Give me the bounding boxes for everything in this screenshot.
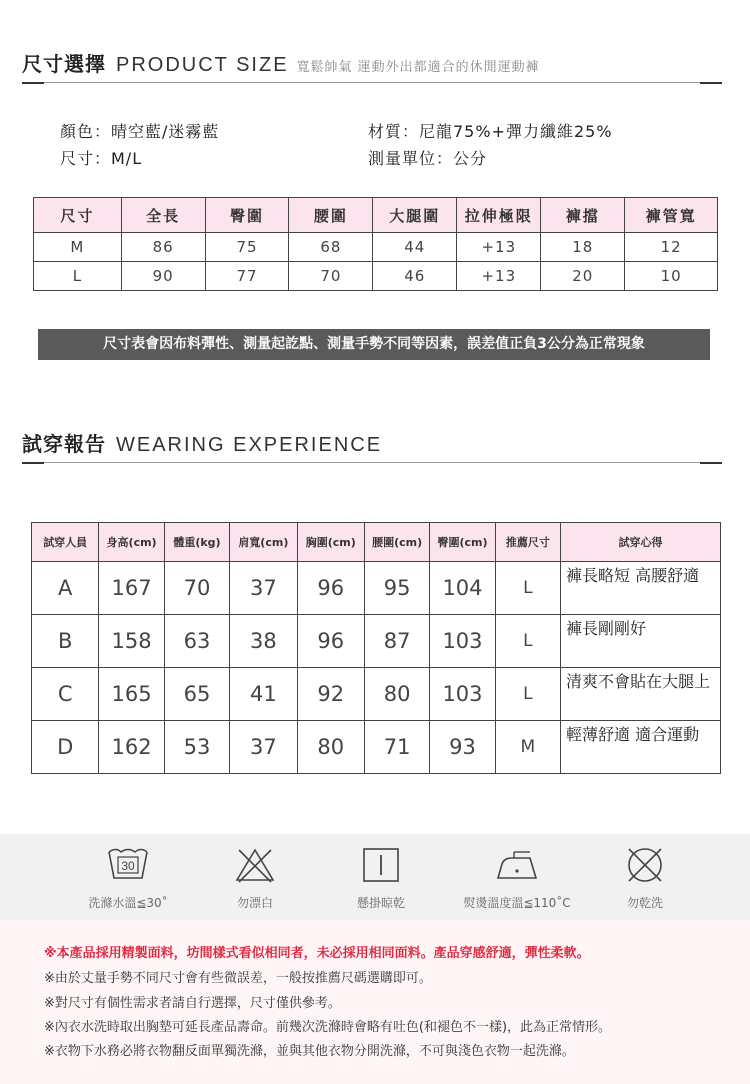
table-cell: 80 (297, 721, 364, 774)
wearing-title (22, 428, 382, 458)
note-item: ※衣物下水務必將衣物翻反面單獨洗滌，並與其他衣物分開洗滌，不可與淺色衣物一起洗滌。 (44, 1044, 575, 1059)
col-header: 大腿圍 (373, 198, 457, 233)
table-cell: 158 (99, 615, 164, 668)
note-item: ※由於丈量手勢不同尺寸會有些微誤差，一般按推薦尺碼選購即可。 (44, 971, 432, 986)
col-header: 體重(kg) (164, 523, 229, 562)
table-row (32, 615, 721, 668)
table-cell: 80 (364, 668, 429, 721)
col-header: 褲擋 (541, 198, 625, 233)
section-subtitle: 寬鬆帥氣 運動外出都適合的休閒運動褲 (296, 60, 540, 75)
care-label: 懸掛晾乾 (356, 896, 405, 910)
table-row (34, 233, 718, 262)
size-table (33, 197, 718, 291)
col-header: 試穿心得 (561, 523, 721, 562)
care-item-wash (78, 846, 178, 911)
table-cell: 38 (230, 615, 297, 668)
table-cell: 44 (373, 233, 457, 262)
divider-tick (22, 82, 44, 84)
care-label: 勿乾洗 (626, 896, 663, 910)
table-cell: L (495, 615, 560, 668)
table-cell: 41 (230, 668, 297, 721)
comment-cell: 輕薄舒適 適合運動 (561, 721, 721, 774)
divider (22, 462, 722, 463)
col-header: 全長 (121, 198, 205, 233)
col-header: 尺寸 (34, 198, 122, 233)
col-header: 試穿人員 (32, 523, 99, 562)
table-cell: 77 (205, 262, 289, 291)
table-cell: 70 (289, 262, 373, 291)
care-instructions (0, 834, 750, 920)
table-cell: 93 (430, 721, 495, 774)
table-cell: 92 (297, 668, 364, 721)
table-cell: D (32, 721, 99, 774)
col-header: 腰圍(cm) (364, 523, 429, 562)
table-cell: A (32, 562, 99, 615)
table-cell: 70 (164, 562, 229, 615)
table-cell: L (495, 562, 560, 615)
section-title-zh: 試穿報告 (22, 432, 106, 456)
table-cell: 12 (625, 233, 718, 262)
unit-info: 測量單位：公分 (368, 149, 488, 168)
section-title-en: WEARING EXPERIENCE (116, 434, 383, 456)
care-item-hang (336, 846, 426, 911)
table-cell: 75 (205, 233, 289, 262)
table-cell: 18 (541, 233, 625, 262)
col-header: 肩寬(cm) (230, 523, 297, 562)
table-cell: 103 (430, 615, 495, 668)
color-info: 顏色：晴空藍/迷霧藍 (60, 122, 220, 141)
table-cell: 46 (373, 262, 457, 291)
table-row (32, 668, 721, 721)
wearing-table (31, 522, 721, 774)
table-cell: 167 (99, 562, 164, 615)
divider (22, 82, 722, 83)
table-cell: 20 (541, 262, 625, 291)
table-cell: C (32, 668, 99, 721)
section-title-en: PRODUCT SIZE (116, 54, 289, 76)
table-cell: 37 (230, 562, 297, 615)
size-table-header (34, 198, 718, 233)
comment-cell: 清爽不會貼在大腿上 (561, 668, 721, 721)
table-cell: 10 (625, 262, 718, 291)
product-size-title (22, 48, 540, 78)
col-header: 臀圍 (205, 198, 289, 233)
table-row (32, 721, 721, 774)
size-notice-banner: 尺寸表會因布料彈性、測量起訖點、測量手勢不同等因素，誤差值正負3公分為正常現象 (38, 329, 710, 360)
table-cell: M (495, 721, 560, 774)
section-title-zh: 尺寸選擇 (22, 52, 106, 76)
table-cell: 90 (121, 262, 205, 291)
care-label: 洗滌水溫≦30˚ (88, 896, 168, 910)
table-cell: +13 (457, 262, 541, 291)
care-label: 熨燙溫度溫≦110˚C (463, 896, 571, 910)
table-cell: L (34, 262, 122, 291)
wash-30-icon (106, 846, 150, 884)
wearing-table-header (32, 523, 721, 562)
care-item-iron (452, 846, 582, 911)
table-cell: 96 (297, 562, 364, 615)
table-cell: 165 (99, 668, 164, 721)
material-info: 材質：尼龍75%+彈力纖維25% (368, 122, 613, 141)
table-row (32, 562, 721, 615)
col-header: 胸圍(cm) (297, 523, 364, 562)
table-cell: L (495, 668, 560, 721)
care-item-bleach (210, 846, 300, 911)
size-info: 尺寸：M/L (60, 149, 143, 168)
col-header: 身高(cm) (99, 523, 164, 562)
col-header: 推薦尺寸 (495, 523, 560, 562)
iron-low-icon (492, 846, 542, 884)
table-cell: 95 (364, 562, 429, 615)
col-header: 腰圍 (289, 198, 373, 233)
no-dry-clean-icon (623, 844, 667, 886)
table-cell: 37 (230, 721, 297, 774)
divider-tick (22, 462, 44, 464)
notes-section (0, 920, 750, 1084)
table-cell: 96 (297, 615, 364, 668)
table-cell: 87 (364, 615, 429, 668)
table-cell: 63 (164, 615, 229, 668)
no-bleach-icon (233, 846, 277, 884)
wash-temp-badge: 30 (121, 859, 135, 873)
col-header: 臀圍(cm) (430, 523, 495, 562)
table-cell: 53 (164, 721, 229, 774)
table-cell: 103 (430, 668, 495, 721)
comment-cell: 褲長略短 高腰舒適 (561, 562, 721, 615)
table-cell: M (34, 233, 122, 262)
table-cell: 86 (121, 233, 205, 262)
hang-dry-icon (359, 846, 403, 884)
table-cell: 68 (289, 233, 373, 262)
col-header: 褲管寬 (625, 198, 718, 233)
table-cell: 71 (364, 721, 429, 774)
table-row (34, 262, 718, 291)
table-cell: B (32, 615, 99, 668)
care-label: 勿漂白 (236, 896, 273, 910)
table-cell: 104 (430, 562, 495, 615)
col-header: 拉伸極限 (457, 198, 541, 233)
table-cell: 162 (99, 721, 164, 774)
divider-tick (700, 462, 722, 464)
note-item: ※內衣水洗時取出胸墊可延長產品壽命。前幾次洗滌時會略有吐色(和褪色不一樣)，此為正常情形。 (44, 1020, 612, 1035)
note-item: ※對尺寸有個性需求者請自行選擇，尺寸僅供參考。 (44, 996, 341, 1011)
divider-tick (700, 82, 722, 84)
table-cell: +13 (457, 233, 541, 262)
comment-cell: 褲長剛剛好 (561, 615, 721, 668)
note-highlight: ※本產品採用精製面料，坊間樣式看似相同者，未必採用相同面料。產品穿感舒適，彈性柔軟。 (44, 946, 590, 961)
care-item-dryclean (600, 844, 690, 911)
table-cell: 65 (164, 668, 229, 721)
